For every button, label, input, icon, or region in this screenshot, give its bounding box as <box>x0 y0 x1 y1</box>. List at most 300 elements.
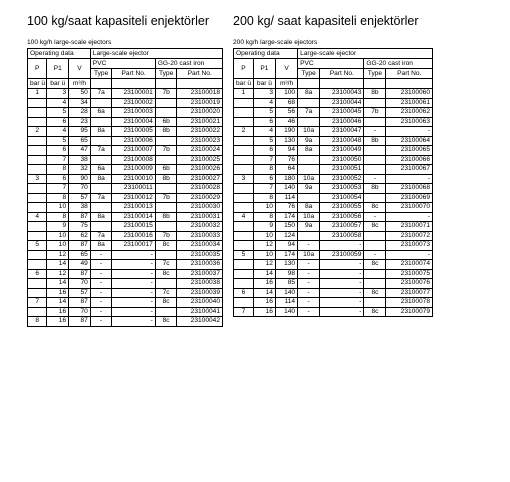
cell-p1: 6 <box>47 146 69 156</box>
cell-cast-part-no: 23100021 <box>177 117 223 127</box>
cell-pvc-type: 10a <box>298 174 320 184</box>
cell-p <box>234 193 254 203</box>
cell-pvc-type: - <box>298 307 320 317</box>
cell-cast-type: 8b <box>364 184 386 194</box>
cell-p <box>234 108 254 118</box>
cell-v: 150 <box>275 222 297 232</box>
table-row <box>28 222 223 232</box>
cell-pvc-part-no: 23100009 <box>112 165 155 175</box>
table-body <box>234 89 433 317</box>
cell-v: 57 <box>69 288 91 298</box>
cell-p1: 6 <box>47 174 69 184</box>
table-row <box>28 298 223 308</box>
cell-cast-part-no: - <box>386 174 433 184</box>
cell-cast-part-no: 23100074 <box>386 260 433 270</box>
header-part-no: Part No. <box>112 69 155 79</box>
cell-pvc-type: 6a <box>90 165 112 175</box>
unit-p: bar ü <box>234 79 254 89</box>
table-row <box>234 155 433 165</box>
cell-cast-part-no: 23100034 <box>177 241 223 251</box>
table-row <box>28 279 223 289</box>
table-row <box>234 269 433 279</box>
cell-pvc-type: 7a <box>90 231 112 241</box>
cell-p: 7 <box>234 307 254 317</box>
table-row <box>234 193 433 203</box>
cell-pvc-type: 8a <box>298 146 320 156</box>
cell-p1: 12 <box>253 241 275 251</box>
table-row <box>28 241 223 251</box>
cell-v: 87 <box>69 317 91 327</box>
cell-pvc-part-no: 23100008 <box>112 155 155 165</box>
table-row <box>234 298 433 308</box>
header-part-no: Part No. <box>386 69 433 79</box>
cell-pvc-type: 10a <box>298 127 320 137</box>
cell-pvc-type: - <box>298 279 320 289</box>
cell-p1: 9 <box>253 222 275 232</box>
cell-p <box>28 193 47 203</box>
cell-pvc-type: 8a <box>90 212 112 222</box>
cell-p <box>234 155 254 165</box>
cell-p1: 4 <box>253 98 275 108</box>
table-row <box>234 212 433 222</box>
cell-p1: 6 <box>253 146 275 156</box>
unit-p1: bar ü <box>47 79 69 89</box>
cell-cast-part-no: 23100078 <box>386 298 433 308</box>
cell-v: 130 <box>275 260 297 270</box>
cell-cast-part-no: 23100038 <box>177 279 223 289</box>
cell-pvc-part-no: 23100055 <box>320 203 364 213</box>
table-row <box>234 279 433 289</box>
cell-v: 65 <box>69 250 91 260</box>
cell-v: 75 <box>69 222 91 232</box>
cell-p <box>234 203 254 213</box>
cell-cast-part-no: 23100035 <box>177 250 223 260</box>
cell-pvc-part-no: 23100059 <box>320 250 364 260</box>
cell-p <box>28 146 47 156</box>
cell-cast-type: 8b <box>364 89 386 99</box>
cell-v: 70 <box>69 184 91 194</box>
cell-cast-part-no: 23100060 <box>386 89 433 99</box>
cell-p <box>234 298 254 308</box>
cell-p <box>28 165 47 175</box>
cell-v: 140 <box>275 184 297 194</box>
cell-v: 130 <box>275 136 297 146</box>
cell-p1: 10 <box>253 203 275 213</box>
cell-p: 7 <box>28 298 47 308</box>
cell-p: 5 <box>234 250 254 260</box>
table-header <box>28 49 223 89</box>
table-row <box>234 136 433 146</box>
cell-v: 87 <box>69 241 91 251</box>
cell-p <box>234 269 254 279</box>
cell-cast-part-no: 23100063 <box>386 117 433 127</box>
table-row <box>28 98 223 108</box>
cell-pvc-part-no: 23100002 <box>112 98 155 108</box>
cell-p1: 5 <box>253 136 275 146</box>
cell-pvc-type <box>298 165 320 175</box>
table-panel-200kg <box>233 14 433 317</box>
cell-p <box>28 108 47 118</box>
cell-v: 140 <box>275 307 297 317</box>
cell-pvc-type: 8a <box>90 174 112 184</box>
cell-cast-part-no: 23100029 <box>177 193 223 203</box>
table-row <box>234 108 433 118</box>
cell-pvc-type: - <box>90 279 112 289</box>
header-operating-data: Operating data <box>28 49 91 59</box>
table-row <box>234 307 433 317</box>
cell-pvc-part-no: - <box>112 260 155 270</box>
cell-pvc-part-no: 23100013 <box>112 203 155 213</box>
header-part-no: Part No. <box>177 69 223 79</box>
header-type: Type <box>155 69 177 79</box>
cell-cast-type <box>364 269 386 279</box>
table-row <box>28 260 223 270</box>
cell-pvc-part-no: - <box>320 269 364 279</box>
cell-pvc-part-no: 23100015 <box>112 222 155 232</box>
unit-p: bar ü <box>28 79 47 89</box>
cell-cast-type: 8c <box>155 269 177 279</box>
cell-p: 5 <box>28 241 47 251</box>
cell-cast-part-no: 23100036 <box>177 260 223 270</box>
cell-pvc-part-no: 23100005 <box>112 127 155 137</box>
cell-cast-type <box>155 98 177 108</box>
cell-cast-type: 8c <box>155 317 177 327</box>
cell-p <box>234 117 254 127</box>
table-row <box>28 136 223 146</box>
cell-v: 68 <box>275 98 297 108</box>
cell-p1: 14 <box>47 298 69 308</box>
cell-cast-type: - <box>364 212 386 222</box>
cell-cast-part-no: 23100033 <box>177 231 223 241</box>
table-row <box>234 174 433 184</box>
cell-v: 124 <box>275 231 297 241</box>
table-row <box>28 250 223 260</box>
cell-cast-part-no: 23100075 <box>386 269 433 279</box>
cell-pvc-part-no: 23100049 <box>320 146 364 156</box>
header-pvc: PVC <box>90 59 155 69</box>
cell-p <box>234 165 254 175</box>
table-row <box>234 165 433 175</box>
cell-pvc-type: 9a <box>298 184 320 194</box>
cell-p1: 12 <box>253 260 275 270</box>
cell-p1: 10 <box>47 241 69 251</box>
cell-pvc-type: 8a <box>90 241 112 251</box>
cell-v: 114 <box>275 193 297 203</box>
cell-pvc-type: 7a <box>90 146 112 156</box>
cell-p <box>28 98 47 108</box>
cell-cast-part-no: 23100065 <box>386 146 433 156</box>
table-row <box>28 108 223 118</box>
cell-cast-part-no: 23100071 <box>386 222 433 232</box>
cell-p1: 7 <box>253 155 275 165</box>
cell-cast-type: 8c <box>364 307 386 317</box>
cell-p <box>234 241 254 251</box>
cell-p <box>28 288 47 298</box>
cell-pvc-part-no: 23100053 <box>320 184 364 194</box>
cell-p: 2 <box>234 127 254 137</box>
cell-v: 76 <box>275 155 297 165</box>
cell-pvc-part-no: 23100016 <box>112 231 155 241</box>
cell-cast-part-no: 23100062 <box>386 108 433 118</box>
header-p1: P1 <box>47 59 69 79</box>
cell-pvc-part-no: - <box>112 298 155 308</box>
cell-pvc-part-no: 23100006 <box>112 136 155 146</box>
cell-p1: 7 <box>47 155 69 165</box>
cell-p: 3 <box>234 174 254 184</box>
cell-p1: 16 <box>253 298 275 308</box>
cell-pvc-type <box>90 136 112 146</box>
cell-cast-part-no: 23100042 <box>177 317 223 327</box>
cell-v: 140 <box>275 288 297 298</box>
cell-v: 90 <box>69 174 91 184</box>
cell-p: 1 <box>28 89 47 99</box>
cell-pvc-type: - <box>90 260 112 270</box>
table-header <box>234 49 433 89</box>
header-operating-data: Operating data <box>234 49 298 59</box>
cell-p1: 5 <box>253 108 275 118</box>
cell-pvc-type: - <box>298 241 320 251</box>
cell-p <box>234 222 254 232</box>
cell-p1: 16 <box>253 307 275 317</box>
cell-p1: 6 <box>47 117 69 127</box>
cell-pvc-type: - <box>298 288 320 298</box>
header-cast-iron: GG-20 cast iron <box>364 59 433 69</box>
cell-p1: 16 <box>253 279 275 289</box>
cell-cast-type <box>364 165 386 175</box>
cell-cast-type: 7c <box>155 288 177 298</box>
cell-pvc-type <box>298 155 320 165</box>
cell-p1: 8 <box>47 193 69 203</box>
table-row <box>234 184 433 194</box>
table-row <box>234 146 433 156</box>
cell-cast-part-no: 23100041 <box>177 307 223 317</box>
cell-cast-type: 7b <box>155 89 177 99</box>
cell-p1: 8 <box>47 165 69 175</box>
cell-pvc-part-no: 23100012 <box>112 193 155 203</box>
cell-v: 174 <box>275 250 297 260</box>
cell-cast-part-no: 23100066 <box>386 155 433 165</box>
table-row <box>28 317 223 327</box>
cell-v: 46 <box>275 117 297 127</box>
header-large-scale-ejector: Large-scale ejector <box>298 49 433 59</box>
table-panel-100kg <box>27 14 223 327</box>
cell-pvc-part-no: 23100014 <box>112 212 155 222</box>
cell-cast-part-no: 23100039 <box>177 288 223 298</box>
cell-v: 94 <box>275 241 297 251</box>
cell-pvc-type: - <box>90 317 112 327</box>
cell-p1: 9 <box>47 222 69 232</box>
table-row <box>28 89 223 99</box>
header-type: Type <box>364 69 386 79</box>
cell-pvc-part-no: 23100017 <box>112 241 155 251</box>
table-row <box>234 250 433 260</box>
cell-pvc-part-no: 23100007 <box>112 146 155 156</box>
cell-pvc-part-no: 23100003 <box>112 108 155 118</box>
table-row <box>28 212 223 222</box>
cell-cast-type: 7b <box>155 146 177 156</box>
table-row <box>28 165 223 175</box>
cell-v: 70 <box>69 307 91 317</box>
cell-cast-part-no: 23100018 <box>177 89 223 99</box>
cell-cast-type: 8b <box>364 136 386 146</box>
cell-p <box>28 260 47 270</box>
cell-cast-part-no: 23100019 <box>177 98 223 108</box>
cell-pvc-part-no: - <box>112 288 155 298</box>
cell-cast-type <box>155 184 177 194</box>
cell-cast-type <box>364 98 386 108</box>
cell-v: 49 <box>69 260 91 270</box>
cell-pvc-part-no: 23100058 <box>320 231 364 241</box>
cell-cast-type: - <box>364 127 386 137</box>
header-part-no: Part No. <box>320 69 364 79</box>
table-row <box>28 269 223 279</box>
cell-cast-type: 6b <box>155 165 177 175</box>
cell-p: 6 <box>28 269 47 279</box>
cell-pvc-type: - <box>298 260 320 270</box>
cell-cast-part-no: 23100040 <box>177 298 223 308</box>
cell-cast-type: 7b <box>155 231 177 241</box>
cell-v: 62 <box>69 231 91 241</box>
cell-p1: 16 <box>47 317 69 327</box>
cell-pvc-part-no: 23100050 <box>320 155 364 165</box>
table-row <box>28 117 223 127</box>
cell-p <box>234 136 254 146</box>
cell-v: 38 <box>69 203 91 213</box>
cell-v: 76 <box>275 203 297 213</box>
cell-pvc-type: - <box>90 250 112 260</box>
header-pvc: PVC <box>298 59 364 69</box>
cell-cast-part-no: - <box>386 250 433 260</box>
cell-cast-type: 8c <box>155 298 177 308</box>
cell-p1: 7 <box>47 184 69 194</box>
cell-cast-type: 8c <box>364 288 386 298</box>
header-v: V <box>69 59 91 79</box>
cell-p: 8 <box>28 317 47 327</box>
table-row <box>234 241 433 251</box>
cell-p1: 16 <box>47 307 69 317</box>
cell-p1: 14 <box>253 269 275 279</box>
table-row <box>28 146 223 156</box>
cell-pvc-part-no: 23100047 <box>320 127 364 137</box>
cell-cast-type <box>155 279 177 289</box>
cell-v: 64 <box>275 165 297 175</box>
cell-cast-type <box>155 108 177 118</box>
header-p: P <box>234 59 254 79</box>
cell-pvc-part-no: 23100001 <box>112 89 155 99</box>
cell-p1: 8 <box>253 212 275 222</box>
cell-p1: 14 <box>253 288 275 298</box>
cell-pvc-type <box>298 193 320 203</box>
cell-v: 70 <box>69 279 91 289</box>
cell-p <box>28 136 47 146</box>
cell-cast-type: 8c <box>364 260 386 270</box>
cell-pvc-type: 7a <box>90 193 112 203</box>
table-row <box>234 222 433 232</box>
cell-pvc-part-no: - <box>112 250 155 260</box>
cell-cast-part-no: 23100020 <box>177 108 223 118</box>
cell-p <box>28 155 47 165</box>
cell-cast-part-no: 23100023 <box>177 136 223 146</box>
cell-v: 85 <box>275 279 297 289</box>
cell-p <box>28 203 47 213</box>
cell-pvc-part-no: - <box>112 307 155 317</box>
cell-pvc-part-no: 23100010 <box>112 174 155 184</box>
cell-pvc-type: - <box>90 307 112 317</box>
cell-pvc-part-no: - <box>320 307 364 317</box>
cell-pvc-type: 7a <box>298 108 320 118</box>
cell-cast-part-no: 23100068 <box>386 184 433 194</box>
cell-p: 4 <box>28 212 47 222</box>
cell-v: 47 <box>69 146 91 156</box>
cell-p <box>234 98 254 108</box>
cell-p <box>234 260 254 270</box>
cell-pvc-part-no: 23100048 <box>320 136 364 146</box>
cell-p <box>234 146 254 156</box>
cell-cast-type <box>155 155 177 165</box>
cell-pvc-type: 10a <box>298 250 320 260</box>
cell-p <box>28 307 47 317</box>
cell-cast-part-no: 23100077 <box>386 288 433 298</box>
cell-p1: 10 <box>47 203 69 213</box>
cell-cast-part-no: 23100027 <box>177 174 223 184</box>
cell-p1: 12 <box>47 250 69 260</box>
cell-cast-type: 7b <box>364 108 386 118</box>
cell-pvc-part-no: 23100056 <box>320 212 364 222</box>
cell-pvc-part-no: - <box>320 279 364 289</box>
cell-pvc-part-no: 23100044 <box>320 98 364 108</box>
cell-pvc-part-no: - <box>320 241 364 251</box>
cell-cast-type <box>155 203 177 213</box>
unit-v: m³/h <box>69 79 91 89</box>
header-type: Type <box>298 69 320 79</box>
cell-v: 28 <box>69 108 91 118</box>
cell-v: 38 <box>69 155 91 165</box>
cell-cast-type: 6b <box>155 117 177 127</box>
cell-p1: 14 <box>47 260 69 270</box>
unit-p1: bar ü <box>253 79 275 89</box>
cell-pvc-part-no: 23100054 <box>320 193 364 203</box>
cell-cast-part-no: 23100079 <box>386 307 433 317</box>
table-row <box>28 288 223 298</box>
cell-cast-part-no: 23100030 <box>177 203 223 213</box>
cell-cast-part-no: 23100024 <box>177 146 223 156</box>
cell-p: 1 <box>234 89 254 99</box>
cell-p <box>28 184 47 194</box>
cell-pvc-part-no: 23100046 <box>320 117 364 127</box>
cell-pvc-type <box>90 155 112 165</box>
cell-p: 4 <box>234 212 254 222</box>
cell-v: 114 <box>275 298 297 308</box>
cell-p <box>28 117 47 127</box>
table-row <box>234 127 433 137</box>
cell-pvc-part-no: 23100004 <box>112 117 155 127</box>
cell-cast-part-no: 23100037 <box>177 269 223 279</box>
cell-pvc-part-no: 23100051 <box>320 165 364 175</box>
cell-p1: 10 <box>253 250 275 260</box>
cell-pvc-type <box>298 117 320 127</box>
table-row <box>234 117 433 127</box>
cell-v: 50 <box>69 89 91 99</box>
cell-cast-part-no: 23100076 <box>386 279 433 289</box>
cell-cast-part-no: 23100022 <box>177 127 223 137</box>
cell-p1: 3 <box>47 89 69 99</box>
cell-p <box>234 231 254 241</box>
cell-pvc-type: - <box>298 269 320 279</box>
ejector-table-200kg <box>233 48 433 317</box>
cell-cast-part-no: 23100025 <box>177 155 223 165</box>
cell-p1: 3 <box>253 89 275 99</box>
header-type: Type <box>90 69 112 79</box>
